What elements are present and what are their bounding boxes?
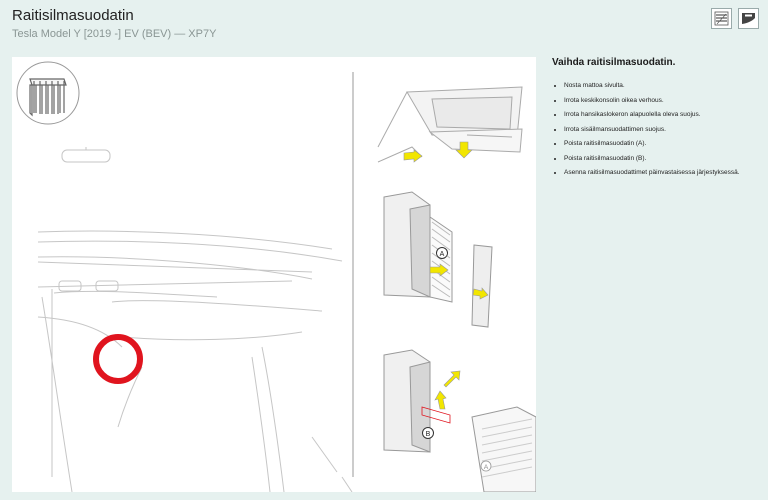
illustration-panel bbox=[12, 57, 536, 492]
step-item: • Irrota hansikaslokeron alapuolella oleva suojus. bbox=[564, 108, 766, 123]
step-item: • Nosta mattoa sivulta. bbox=[564, 79, 766, 94]
filter-manual-icon[interactable] bbox=[711, 8, 732, 29]
fluid-service-icon[interactable] bbox=[738, 8, 759, 29]
vehicle-subtitle: Tesla Model Y [2019 -] EV (BEV) — XP7Y bbox=[12, 28, 217, 40]
callout-a-small-label: A bbox=[483, 464, 489, 471]
arrow-icon bbox=[435, 371, 460, 409]
step-filter-a bbox=[384, 192, 492, 327]
step-item: • Poista raitisilmasuodatin (A). bbox=[564, 137, 766, 152]
callout-b-label: B bbox=[425, 431, 431, 438]
filter-badge-icon bbox=[17, 62, 79, 124]
step-item: • Irrota sisäilmansuodattimen suojus. bbox=[564, 123, 766, 138]
step-item: • Poista raitisilmasuodatin (B). bbox=[564, 152, 766, 167]
instructions-panel bbox=[552, 56, 766, 181]
step-cover-removal bbox=[378, 87, 522, 162]
step-list bbox=[552, 79, 766, 181]
instructions-title: Vaihda raitisilmasuodatin. bbox=[552, 57, 676, 68]
step-item: • Irrota keskikonsolin oikea verhous. bbox=[564, 94, 766, 109]
page-title: Raitisilmasuodatin bbox=[12, 7, 134, 24]
dashboard-overview bbox=[38, 147, 352, 492]
procedure-illustration bbox=[12, 57, 536, 492]
step-item: • Asenna raitisilmasuodattimet päinvastaisessa järjestyksessä. bbox=[564, 166, 766, 181]
arrow-icon bbox=[404, 142, 472, 162]
callout-a-label: A bbox=[439, 251, 445, 258]
